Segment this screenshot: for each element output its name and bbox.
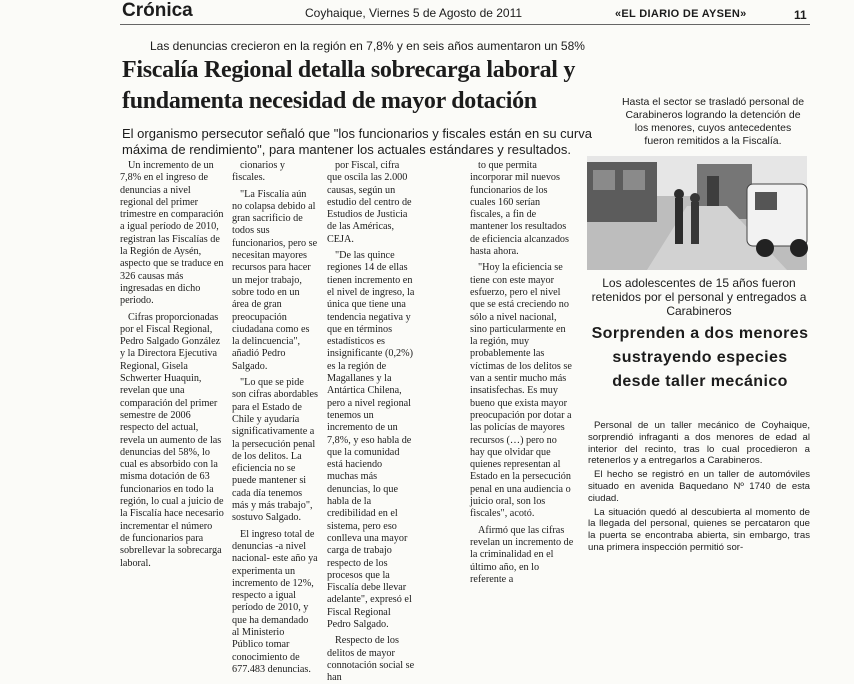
header-divider [120, 24, 810, 25]
paragraph: cionarios y fiscales. [232, 160, 285, 184]
paragraph: Un incremento de un 7,8% en el ingreso de denuncias a nivel regional del primer trimestre en comparación a igual período de 2010, registran las Fiscalías de la Región de Aysén, aspecto que se traduce en 326 causas más ingresadas en dicho periodo. [120, 160, 224, 307]
paragraph: "De las quince regiones 14 de ellas tienen incremento en el nivel de ingreso, la única que tiene una tendencia negativa y que en términos estadísticos es insignificante (0,2%) es la región de Magallanes y la Antártica Chilena, pero a nivel regional tenemos un incremento de un 7,8%, y eso habla de que la comunidad está haciendo muchas más denuncias, lo que habla de la credibilidad en el sistema, pero eso conlleva una mayor carga de trabajo respecto de los procesos que la Fiscalía debe llevar adelante", expresó el Fiscal Regional Pedro Salgado. [327, 250, 415, 630]
section-title: Crónica [122, 0, 193, 21]
sidebar-body [588, 420, 810, 556]
paragraph: to que permita incorporar mil nuevos funcionarios de los cuales 160 serían fiscales, a fin de mantener los resultados de eficiencia alcanzados hasta ahora. [470, 160, 569, 258]
paragraph: El hecho se registró en un taller de automóviles situado en avenida Baquedano Nº 1740 de esta ciudad. [588, 469, 810, 504]
paragraph: por Fiscal, cifra que oscila las 2.000 causas, según un estudio del centro de Estudios de Justicia de las Américas, CEJA. [327, 160, 412, 245]
paragraph: Cifras proporcionadas por el Fiscal Regional, Pedro Salgado González y la Directora Ejecutiva Regional, Gisela Schwerter Huaquin, revelan que una comparación del primer semestre de 2006 respecto del actual, revela un aumento de las denuncias del 58%, lo cual es absorbido con la misma dotación de 63 funcionarios en todo la región, lo cual a juicio de la Fiscalía hace necesario incrementar el número de funcionarios para sobrellevar la sobrecarga laboral. [120, 311, 224, 569]
paragraph: "Hoy la eficiencia se tiene con este mayor esfuerzo, pero el nivel que se está creciendo no sólo a nivel nacional, sino particularmente en la región, muy probablemente las víctimas de los delitos se van a sentir mucho más insatisfechas. Es muy bueno que exista mayor preocupación por dotar a las policías de mayores recursos (…) pero no hay que olvidar que quienes representan al Estado en la persecución penal en una audiencia o juicio oral, son los fiscales", acotó. [470, 262, 572, 520]
paragraph: La situación quedó al descubierta al momento de la llegada del personal, quienes se percataron que la puerta se encontraba abierta, sin embargo, tras una primera inspección permitió sor- [588, 506, 810, 553]
paragraph: Afirmó que las cifras revelan un incremento de la criminalidad en el último año, en lo referente a [470, 524, 574, 585]
page-number: 11 [794, 8, 807, 22]
news-photo [587, 156, 807, 270]
article-column-1 [120, 160, 224, 569]
newspaper-name: «EL DIARIO DE AYSEN» [615, 8, 747, 20]
article-column-2 [232, 160, 318, 675]
article-column-4 [470, 160, 574, 585]
paragraph: Personal de un taller mecánico de Coyhaique, sorprendió infraganti a dos menores de edad al interior del recinto, tras lo cual procedieron a retenerlos y a entregarlos a Carabineros. [588, 420, 810, 467]
paragraph: "Lo que se pide son cifras abordables para el Estado de Chile y ayudaría significativamente a la persecución penal de los delitos. La eficiencia no se puede mantener si cada día tenemos más y más trabajo", sostuvo Salgado. [232, 377, 318, 524]
sidebar-caption: Los adolescentes de 15 años fueron retenidos por el personal y entregados a Carabineros [591, 276, 807, 318]
photo-caption: Hasta el sector se trasladó personal de Carabineros logrando la detención de los menores, cuyos antecedentes fueron remitidos a la Fiscalía. [621, 96, 805, 147]
paragraph: Respecto de los delitos de mayor connotación social se han [327, 635, 415, 684]
sidebar-headline: Sorprenden a dos menores sustrayendo especies desde taller mecánico [591, 325, 809, 390]
article-subhead: El organismo persecutor señaló que "los funcionarios y fiscales están en su curva máxima de rendimiento", para mantener los actuales estándares y resultados. [122, 126, 592, 157]
article-kicker: Las denuncias crecieron en la región en 7,8% y en seis años aumentaron un 58% [150, 39, 585, 53]
dateline: Coyhaique, Viernes 5 de Agosto de 2011 [305, 6, 523, 20]
paragraph: El ingreso total de denuncias -a nivel nacional- este año ya experimenta un incremento de 12%, respecto a igual período de 2010, y que ha demandado al Ministerio Público tomar conocimiento de 677.483 denuncias. [232, 528, 318, 675]
paragraph: "La Fiscalía aún no colapsa debido al gran sacrificio de todos sus funcionarios, pero se necesitan mayores recursos para hacer un mejor trabajo, sobre todo en un área de gran preocupación ciudadana como es la delincuencia", añadió Pedro Salgado. [232, 188, 318, 372]
article-headline: Fiscalía Regional detalla sobrecarga laboral y fundamenta necesidad de mayor dotación [122, 57, 576, 114]
article-column-3 [327, 160, 415, 684]
